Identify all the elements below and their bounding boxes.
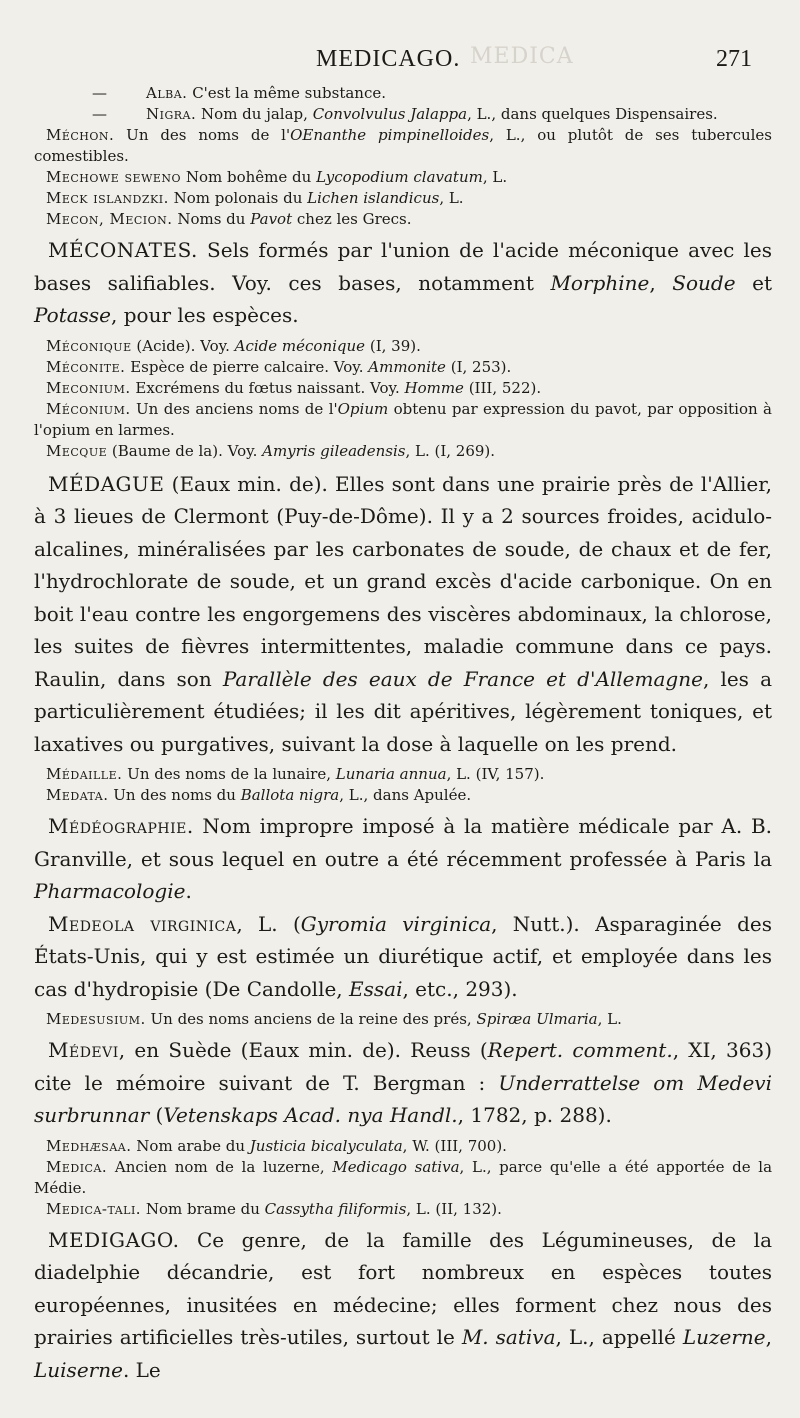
entry-meconique [34, 336, 772, 357]
entry-text: , XI, 363) cite le mémoire suivant de T. Bergman : [34, 1038, 773, 1095]
entry-headword: MÉDAGUE [48, 471, 165, 496]
entry-text: Un des noms du [108, 786, 241, 804]
entry-text: (Baume de la). Voy. [107, 441, 263, 460]
entry-text: et [735, 270, 772, 295]
entry-headword: Mecque [46, 441, 108, 460]
entry-italic: Pharmacologie [34, 879, 186, 903]
entry-italic: Vetenskaps Acad. nya Handl. [163, 1103, 458, 1127]
entry-text: , etc., 293). [402, 976, 518, 1001]
entry-meck [34, 188, 772, 209]
entry-text: C'est la même substance. [187, 84, 386, 102]
entry-italic: Spiræa Ulmaria [476, 1010, 598, 1028]
entry-nigra [34, 104, 772, 125]
entry-italic: Opium [337, 399, 389, 418]
entry-meconite [34, 357, 772, 378]
entry-text: Un des noms anciens de la reine des prés, [145, 1010, 477, 1028]
entry-text: Noms du [172, 210, 251, 228]
entry-italic: Amyris gileadensis [262, 441, 406, 460]
entry-dash: — [92, 105, 107, 123]
entry-italic: Justicia bicalyculata [249, 1136, 403, 1155]
entry-italic: Ammonite [368, 357, 446, 376]
entry-medague [34, 468, 772, 761]
entry-headword: Medica-tali. [46, 1199, 142, 1218]
entry-text: . [185, 879, 192, 903]
entry-text: obtenu par expression du pavot, par opposition à l'opium en larmes. [34, 399, 773, 439]
entry-meconates [34, 234, 772, 332]
entry-mecon [34, 209, 772, 230]
entry-headword: Mecon, Mecion. [46, 210, 173, 228]
entry-italic: Luzerne [682, 1325, 766, 1349]
entry-italic: Pavot [250, 210, 293, 228]
page-header [34, 46, 772, 83]
entry-text: Nom arabe du [131, 1136, 250, 1155]
entry-headword: Medeola virginica [48, 911, 237, 936]
entry-medaille [34, 764, 772, 785]
entry-text: , [649, 270, 673, 295]
entry-medeographie [34, 810, 772, 908]
entry-medicago [34, 1224, 772, 1387]
entry-text: Nom du jalap, [196, 105, 313, 123]
entry-text: Sels formés par l'union de l'acide méconique avec les bases salifiables. Voy. ces bases, notamment [34, 238, 772, 295]
entry-headword: Medhæsaa. [46, 1136, 132, 1155]
entry-text: , W. (III, 700). [402, 1136, 507, 1155]
entry-text: , Nutt.). Asparaginée des États-Unis, qui y est estimée un diurétique actif, et employée dans les cas d'hydropisie (De Candolle, [34, 911, 772, 1001]
entry-text: , L. [597, 1010, 622, 1028]
entry-italic: Morphine [550, 270, 650, 295]
entry-text: Un des noms de l' [114, 126, 291, 144]
entry-headword: Meck islandzki. [46, 189, 169, 207]
entry-text: (I, 39). [365, 336, 421, 355]
entry-italic: Potasse [34, 303, 112, 327]
entry-italic: Gyromia virginica [300, 911, 492, 936]
entry-text: , L. (II, 132). [406, 1199, 502, 1218]
entry-italic: Convolvulus Jalappa [312, 105, 468, 123]
entry-text: , pour les espèces. [111, 303, 299, 327]
entry-text: , L., dans quelques Dispensaires. [467, 105, 718, 123]
entry-dash: — [92, 84, 107, 102]
entry-italic: Cassytha filiformis [264, 1199, 407, 1218]
entry-medeola [34, 908, 772, 1006]
entry-italic: Homme [404, 378, 464, 397]
entry-mechon [34, 125, 772, 167]
entry-headword: Méconique [46, 336, 132, 355]
entry-italic: Lycopodium clavatum [316, 168, 483, 186]
entry-italic: Underrattelse om Medevi surbrunnar [34, 1070, 772, 1127]
entry-text: Nom brame du [141, 1199, 265, 1218]
entry-text: Un des anciens noms de l' [130, 399, 338, 418]
entry-text: Excrémens du fœtus naissant. Voy. [130, 378, 405, 397]
entry-headword: Medesusium. [46, 1010, 146, 1028]
entry-medevi [34, 1034, 772, 1132]
entry-italic: Acide méconique [234, 336, 366, 355]
entry-headword: Medata. [46, 786, 109, 804]
entry-text: , L., appellé [555, 1325, 683, 1349]
entry-text: Ce genre, de la famille des Légumineuses, de la diadelphie décandrie, est fort nombreux en espèces toutes européennes, inusitées en médecine; elles forment chez nous des prairies artificielles très-utiles, surtout le [34, 1227, 772, 1349]
entry-text: Nom impropre imposé à la matière médicale par A. B. Granville, et sous lequel en outre a été récemment professée à Paris la [34, 814, 772, 871]
entry-italic: Lunaria annua [335, 765, 447, 783]
entry-italic: Essai [349, 976, 403, 1001]
entry-headword: MÉCONATES. [48, 238, 198, 262]
entry-headword: Médevi [48, 1038, 119, 1062]
entry-text: , L., dans Apulée. [339, 786, 472, 804]
entry-text: , [765, 1325, 772, 1349]
entry-text: Un des noms de la lunaire, [122, 765, 336, 783]
entry-alba [34, 83, 772, 104]
entry-text: (Acide). Voy. [131, 336, 235, 355]
entry-headword: Alba. [146, 84, 188, 102]
entry-text: , 1782, p. 288). [457, 1103, 612, 1127]
entry-headword: Mechowe seweno [46, 168, 182, 186]
entry-text: , L., ou plutôt de ses tubercules comestibles. [34, 126, 773, 165]
entry-headword: Méchon. [46, 126, 115, 144]
entry-italic: Repert. comment. [487, 1038, 673, 1062]
entry-text: (III, 522). [463, 378, 542, 397]
entry-text: (I, 253). [445, 357, 512, 376]
entry-text: Nom polonais du [168, 189, 308, 207]
entry-text: , les a particulièrement étudiées; il les dit apéritives, légèrement toniques, et laxatives ou purgatives, suivant la dose à laquelle on les prend. [34, 666, 773, 756]
page-number: 271 [716, 46, 752, 72]
entry-headword: Medica. [46, 1157, 108, 1176]
entry-text: , L., parce qu'elle a été apportée de la Médie. [34, 1157, 773, 1197]
entry-medica-tali [34, 1199, 772, 1220]
entry-headword: MEDIGAGO. [48, 1227, 180, 1252]
entry-italic: M. sativa [461, 1325, 556, 1349]
entry-mechowe [34, 167, 772, 188]
entry-headword: Méconite. [46, 357, 126, 376]
entry-headword: Médéographie. [48, 814, 194, 838]
entry-medesusium [34, 1009, 772, 1030]
entry-text: , L. [439, 189, 464, 207]
entry-text: , L. [482, 168, 508, 186]
entry-text: , L. ( [236, 911, 301, 936]
entry-text: , en Suède (Eaux min. de). Reuss ( [118, 1038, 488, 1062]
entry-text: Ancien nom de la luzerne, [107, 1157, 333, 1176]
entry-text: Espèce de pierre calcaire. Voy. [125, 357, 369, 376]
entry-medica [34, 1157, 772, 1199]
entry-medhaesaa [34, 1136, 772, 1157]
entry-headword: Nigra. [146, 105, 197, 123]
entry-italic: Lichen islandicus [307, 189, 440, 207]
entry-italic: Parallèle des eaux de France et d'Allemagne [222, 666, 703, 691]
entry-italic: Ballota nigra [240, 786, 340, 804]
entry-headword: Méconium. [46, 399, 131, 418]
entry-text: , L. (IV, 157). [446, 765, 545, 783]
entry-text: (Eaux min. de). Elles sont dans une prairie près de l'Allier, à 3 lieues de Clermont (Puy-de-Dôme). Il y a 2 sources froides, acidulo-alcalines, minéralisées par les carbonates de soude, de chaux et de fer, l'hydrochlorate de soude, et un grand excès d'acide carbonique. On en boit l'eau contre les engorgemens des viscères abdominaux, la chlorose, les suites de fièvres intermittentes, maladie commune dans ce pays. Raulin, dans son [34, 471, 772, 691]
entry-text: Nom bohême du [181, 168, 317, 186]
entry-italic: Luiserne [34, 1357, 123, 1382]
entry-headword: Meconium. [46, 378, 131, 397]
entry-mecque [34, 441, 772, 462]
entry-italic: OEnanthe pimpinelloides [290, 126, 490, 144]
entry-medata [34, 785, 772, 806]
entry-meconium-opium [34, 399, 772, 441]
entry-text: , L. (I, 269). [405, 441, 496, 460]
entry-meconium [34, 378, 772, 399]
running-head: MEDICAGO. [316, 46, 461, 72]
entry-text: ( [149, 1103, 164, 1127]
entry-text: . Le [122, 1357, 161, 1382]
entry-italic: Soude [672, 270, 736, 295]
show-through-text: MEDICA [470, 44, 574, 69]
entry-italic: Medicago sativa [332, 1157, 460, 1176]
entry-headword: Médaille. [46, 765, 123, 783]
entry-text: chez les Grecs. [292, 210, 412, 228]
